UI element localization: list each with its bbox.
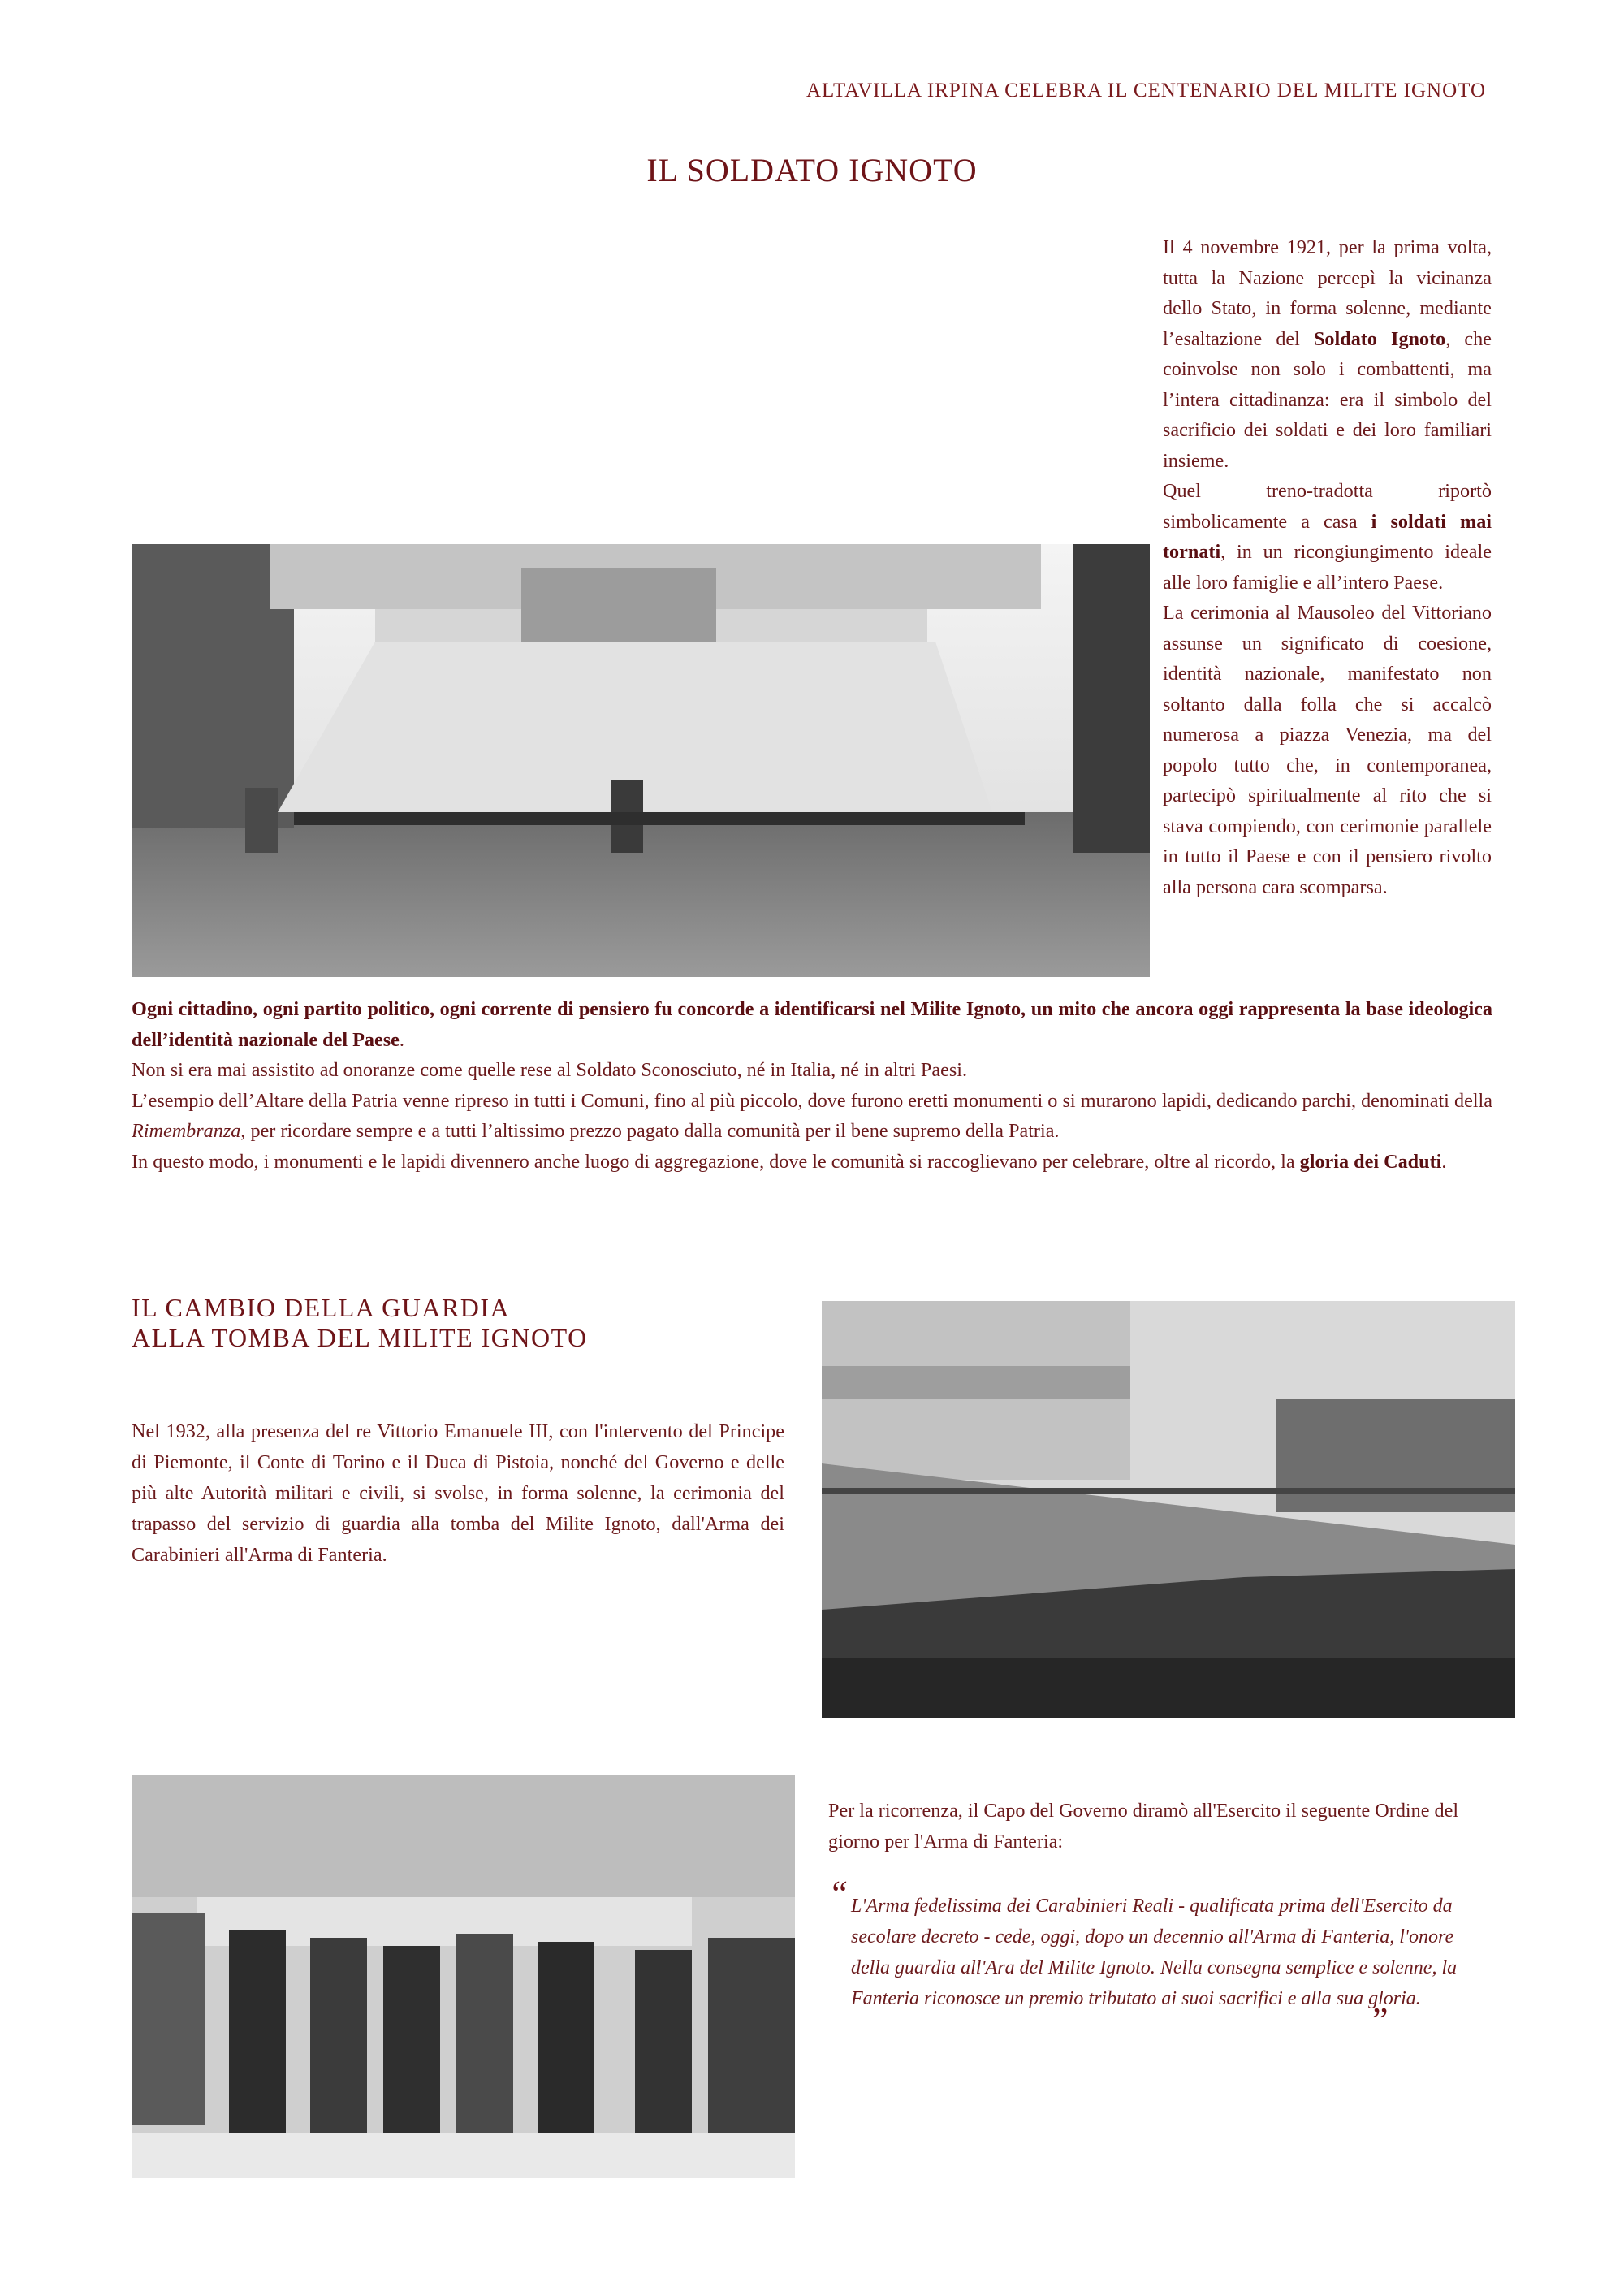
section-title-line-2: ALLA TOMBA DEL MILITE IGNOTO (132, 1323, 588, 1352)
vittoriano-photo (132, 544, 1150, 977)
band-bold-gloria: gloria dei Caduti (1299, 1150, 1442, 1173)
open-quote-mark: “ (828, 1874, 849, 1913)
close-quote-mark: ” (1372, 2000, 1389, 2040)
band-paragraph-3 (132, 1086, 1492, 1147)
band-text-run: , per ricordare sempre e a tutti l’altissimo prezzo pagato dalla comunità per il bene supremo della Patria. (240, 1120, 1060, 1142)
band-paragraph-4 (132, 1147, 1492, 1178)
band-text-run: L’esempio dell’Altare della Patria venne ripreso in tutti i Comuni, fino al più piccolo, dove furono eretti monumenti o si murarono lapidi, dedicando parchi, denominati della (132, 1089, 1492, 1112)
band-paragraph-1 (132, 994, 1492, 1055)
intro-text-run: Quel treno-tradotta riportò simbolicamente a casa (1163, 480, 1492, 533)
intro-bold-soldati: i soldati mai tornati (1163, 510, 1492, 563)
band-paragraph-2: Non si era mai assistito ad onoranze come quelle rese al Soldato Sconosciuto, né in Italia, né in altri Paesi. (132, 1059, 968, 1081)
order-quote (828, 1891, 1494, 2014)
page-title: IL SOLDATO IGNOTO (646, 152, 978, 188)
intro-text-run: , che coinvolse non solo i combattenti, ma l’intera cittadinanza: era il simbolo del sacrificio dei soldati e dei loro familiari insieme. (1163, 327, 1492, 472)
section-body: Nel 1932, alla presenza del re Vittorio Emanuele III, con l'intervento del Principe di Piemonte, il Conte di Torino e il Duca di Pistoia, nonché del Governo e delle più alte Autorità militari e civili, si svolse, in forma solenne, la cerimonia del trapasso del servizio di guardia alla tomba del Milite Ignoto, dall'Arma dei Carabinieri all'Arma di Fanteria. (132, 1420, 784, 1566)
guard-ceremony-photo (822, 1301, 1515, 1718)
intro-text-run: , in un ricongiungimento ideale alle loro famiglie e all’intero Paese. (1163, 541, 1492, 594)
intro-paragraph-3: La cerimonia al Mausoleo del Vittoriano assunse un significato di coesione, identità nazionale, manifestato non soltanto dalla folla che si accalcò numerosa a piazza Venezia, ma del popolo tutto che, in contemporanea, partecipò spiritualmente al rito che si stava compiendo, con cerimonie parallele in tutto il Paese e con il pensiero rivolto alla persona cara scomparsa. (1163, 602, 1492, 898)
intro-paragraph-2 (1163, 476, 1492, 598)
section-title-line-1: IL CAMBIO DELLA GUARDIA (132, 1293, 511, 1322)
intro-text (1163, 232, 1492, 902)
band-italic-rimembranza: Rimembranza (132, 1120, 241, 1142)
section-title (132, 1293, 588, 1353)
officials-tomb-photo (132, 1775, 795, 2178)
band-bold-lead: Ogni cittadino, ogni partito politico, ogni corrente di pensiero fu concorde a identificarsi nel Milite Ignoto, un mito che ancora oggi rappresenta la base ideologica dell’identità nazionale del Paese (132, 998, 1492, 1051)
order-quote-text: L'Arma fedelissima dei Carabinieri Reali - qualificata prima dell'Esercito da secolare decreto - cede, oggi, dopo un decennio all'Arma di Fanteria, l'onore della guardia all'Ara del Milite Ignoto. Nella consegna semplice e solenne, la Fanteria riconosce un premio tributato ai suoi sacrifici e alla sua gloria. (851, 1896, 1458, 2009)
body-band (132, 994, 1492, 1177)
intro-text-run: Il 4 novembre 1921, per la prima volta, tutta la Nazione percepì la vicinanza dello Stato, in forma solenne, mediante l’esaltazione del (1163, 236, 1492, 350)
band-text-run: . (399, 1028, 404, 1051)
band-text-run: In questo modo, i monumenti e le lapidi divennero anche luogo di aggregazione, dove le comunità si raccoglievano per celebrare, oltre al ricordo, la (132, 1150, 1300, 1173)
intro-paragraph-1 (1163, 232, 1492, 476)
running-head: ALTAVILLA IRPINA CELEBRA IL CENTENARIO DEL MILITE IGNOTO (806, 80, 1486, 102)
intro-bold-soldato: Soldato Ignoto (1313, 327, 1446, 350)
order-intro: Per la ricorrenza, il Capo del Governo diramò all'Esercito il seguente Ordine del giorno per l'Arma di Fanteria: (828, 1800, 1459, 1852)
band-text-run: . (1441, 1150, 1447, 1173)
